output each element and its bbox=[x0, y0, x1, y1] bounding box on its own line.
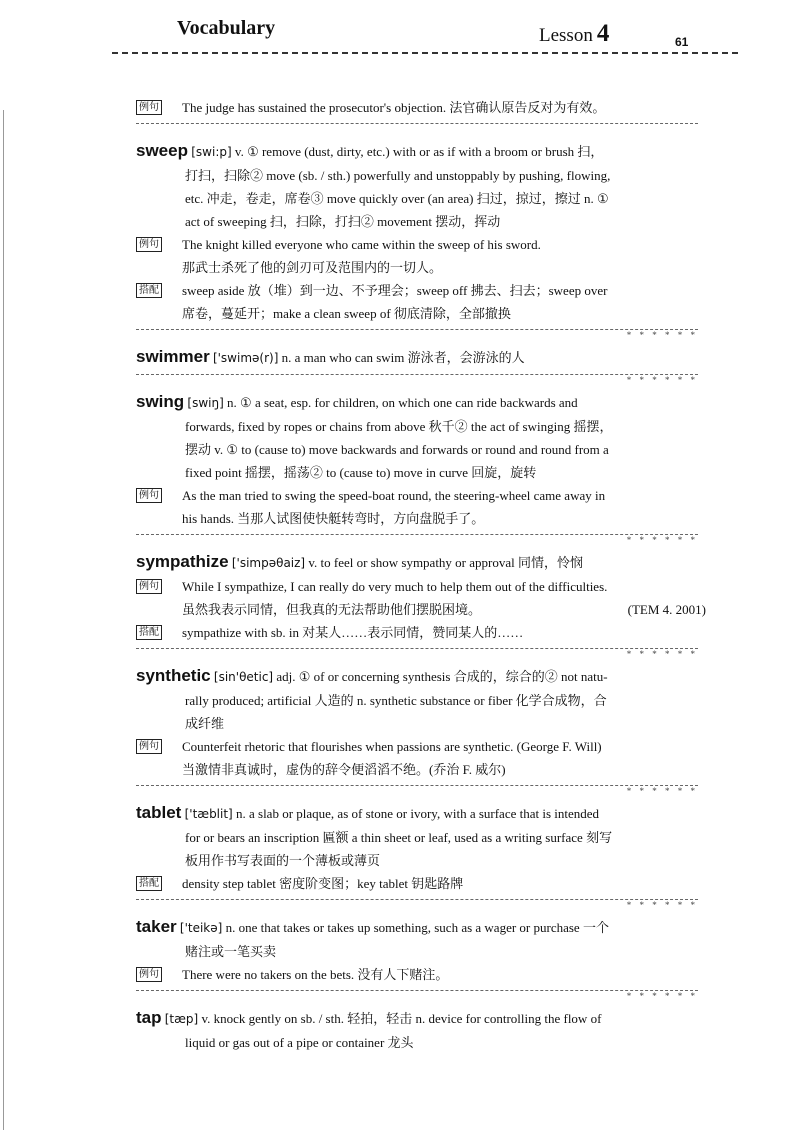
example-tag: 例句 bbox=[136, 100, 162, 115]
definition-line bbox=[136, 664, 706, 689]
entry-separator bbox=[136, 374, 698, 385]
definition-line bbox=[136, 139, 706, 164]
entry-separator bbox=[136, 534, 698, 545]
example-tag: 例句 bbox=[136, 579, 162, 594]
source-note: (TEM 4. 2001) bbox=[627, 602, 706, 617]
example-line bbox=[136, 598, 706, 621]
phonetic: ['tæblit] bbox=[184, 807, 233, 821]
example-line bbox=[136, 302, 706, 325]
example-tag: 搭配 bbox=[136, 283, 162, 298]
definition-line bbox=[136, 210, 706, 233]
definition-line bbox=[136, 415, 706, 438]
example-text: The knight killed everyone who came within the sweep of his sword. bbox=[182, 237, 541, 252]
separator-stars: * * * * * * bbox=[626, 330, 698, 340]
definition-text: act of sweeping 扫，扫除，打扫② movement 摆动，挥动 bbox=[185, 214, 501, 229]
definition-line bbox=[136, 1031, 706, 1054]
page-header bbox=[0, 0, 800, 70]
headword: tablet bbox=[136, 803, 182, 822]
definition-text: for or bears an inscription 匾额 a thin sheet or leaf, used as a writing surface 刻写 bbox=[185, 830, 613, 845]
example-text: sweep aside 放（堆）到一边、不予理会；sweep off 拂去、扫去；sweep over bbox=[182, 283, 608, 298]
example-line bbox=[136, 507, 706, 530]
phonetic: [sin'θetic] bbox=[213, 670, 274, 684]
example-line bbox=[136, 735, 706, 758]
example-text: sympathize with sb. in 对某人……表示同情，赞同某人的…… bbox=[182, 625, 524, 640]
definition-line bbox=[136, 940, 706, 963]
definition-text: 赌注或一笔买卖 bbox=[185, 944, 277, 959]
example-line bbox=[136, 484, 706, 507]
phonetic: [swiŋ] bbox=[187, 396, 224, 410]
headword: tap bbox=[136, 1008, 162, 1027]
definition-line bbox=[136, 187, 706, 210]
example-tag: 例句 bbox=[136, 237, 162, 252]
entry-separator bbox=[136, 123, 698, 131]
definition-line bbox=[136, 550, 706, 575]
separator-stars: * * * * * * bbox=[626, 900, 698, 910]
definition-text: v. to feel or show sympathy or approval 同情，怜悯 bbox=[308, 555, 583, 570]
example-line bbox=[136, 233, 706, 256]
definition-text: 板用作书写表面的一个薄板或薄页 bbox=[185, 853, 381, 868]
headword: sweep bbox=[136, 141, 188, 160]
entry-separator bbox=[136, 899, 698, 910]
separator-stars: * * * * * * bbox=[626, 375, 698, 385]
definition-line bbox=[136, 849, 706, 872]
entry-swing bbox=[136, 390, 706, 530]
phonetic: ['teikə] bbox=[179, 921, 223, 935]
definition-text: forwards, fixed by ropes or chains from above 秋千② the act of swinging 摇摆， bbox=[185, 419, 613, 434]
definition-text: fixed point 摇摆，摇荡② to (cause to) move in curve 回旋，旋转 bbox=[185, 465, 537, 480]
definition-text: etc. 冲走，卷走，席卷③ move quickly over (an area) 扫过，掠过，擦过 n. ① bbox=[185, 191, 609, 206]
definition-line bbox=[136, 164, 706, 187]
definition-text: v. knock gently on sb. / sth. 轻拍，轻击 n. device for controlling the flow of bbox=[201, 1011, 602, 1026]
example-tag: 例句 bbox=[136, 967, 162, 982]
entry-swimmer bbox=[136, 345, 706, 370]
example-line bbox=[136, 575, 706, 598]
entry-separator bbox=[136, 329, 698, 340]
headword: swing bbox=[136, 392, 185, 411]
example-text: his hands. 当那人试图使快艇转弯时，方向盘脱手了。 bbox=[182, 511, 485, 526]
example-tag: 例句 bbox=[136, 488, 162, 503]
entry-separator bbox=[136, 990, 698, 1001]
example-line bbox=[136, 963, 706, 986]
top-example bbox=[136, 96, 706, 119]
separator-stars: * * * * * * bbox=[626, 535, 698, 545]
separator-stars: * * * * * * bbox=[626, 649, 698, 659]
example-text: The judge has sustained the prosecutor's objection. 法官确认原告反对为有效。 bbox=[182, 100, 606, 115]
header-title: Vocabulary bbox=[177, 17, 276, 39]
definition-line bbox=[136, 915, 706, 940]
entry-synthetic bbox=[136, 664, 706, 781]
example-tag: 例句 bbox=[136, 739, 162, 754]
headword: sympathize bbox=[136, 552, 229, 571]
separator-stars: * * * * * * bbox=[626, 991, 698, 1001]
phonetic: [tæp] bbox=[164, 1012, 199, 1026]
definition-text: 摆动 v. ① to (cause to) move backwards and forwards or round and round from a bbox=[185, 442, 609, 457]
entry-tablet bbox=[136, 801, 706, 895]
example-line bbox=[136, 872, 706, 895]
definition-line bbox=[136, 438, 706, 461]
example-text: 虽然我表示同情，但我真的无法帮助他们摆脱困境。 bbox=[182, 602, 482, 617]
lesson-label: Lesson bbox=[539, 25, 593, 46]
definition-line bbox=[136, 801, 706, 826]
definition-text: 打扫，扫除② move (sb. / sth.) powerfully and unstoppably by pushing, flowing, bbox=[185, 168, 611, 183]
page-number: 61 bbox=[675, 35, 689, 49]
example-text: density step tablet 密度阶变图；key tablet 钥匙路牌 bbox=[182, 876, 464, 891]
example-text: 当激情非真诚时，虚伪的辞令便滔滔不绝。(乔治 F. 威尔) bbox=[182, 762, 506, 777]
header-divider bbox=[112, 52, 738, 54]
definition-text: n. one that takes or takes up something, such as a wager or purchase 一个 bbox=[225, 920, 609, 935]
phonetic: [swi:p] bbox=[191, 145, 232, 159]
definition-text: adj. ① of or concerning synthesis 合成的，综合的② not natu- bbox=[276, 669, 608, 684]
headword: synthetic bbox=[136, 666, 211, 685]
example-tag: 搭配 bbox=[136, 876, 162, 891]
definition-text: 成纤维 bbox=[185, 716, 225, 731]
example-line bbox=[136, 256, 706, 279]
definition-text: n. a man who can swim 游泳者，会游泳的人 bbox=[281, 350, 525, 365]
definition-line bbox=[136, 1006, 706, 1031]
definition-line bbox=[136, 345, 706, 370]
definition-text: v. ① remove (dust, dirty, etc.) with or as if with a broom or brush 扫， bbox=[234, 144, 604, 159]
separator-stars: * * * * * * bbox=[626, 786, 698, 796]
definition-line bbox=[136, 689, 706, 712]
definition-text: n. a slab or plaque, as of stone or ivory, with a surface that is intended bbox=[235, 806, 600, 821]
example-text: There were no takers on the bets. 没有人下赌注。 bbox=[182, 967, 449, 982]
entry-taker bbox=[136, 915, 706, 986]
entry-separator bbox=[136, 648, 698, 659]
margin-line bbox=[3, 110, 4, 1130]
example-tag: 搭配 bbox=[136, 625, 162, 640]
definition-line bbox=[136, 826, 706, 849]
phonetic: ['simpəθaiz] bbox=[231, 556, 306, 570]
example-text: Counterfeit rhetoric that flourishes when passions are synthetic. (George F. Will) bbox=[182, 739, 602, 754]
entry-tap bbox=[136, 1006, 706, 1054]
lesson-number: 4 bbox=[596, 20, 610, 47]
example-text: As the man tried to swing the speed-boat round, the steering-wheel came away in bbox=[182, 488, 606, 503]
definition-line bbox=[136, 712, 706, 735]
entry-separator bbox=[136, 785, 698, 796]
example-line bbox=[136, 758, 706, 781]
example-text: 那武士杀死了他的剑刃可及范围内的一切人。 bbox=[182, 260, 443, 275]
example-line bbox=[136, 621, 706, 644]
entry-sympathize bbox=[136, 550, 706, 644]
header-lesson bbox=[539, 20, 609, 48]
definition-text: liquid or gas out of a pipe or container 龙头 bbox=[185, 1035, 414, 1050]
headword: taker bbox=[136, 917, 177, 936]
definition-text: rally produced; artificial 人造的 n. synthetic substance or fiber 化学合成物，合 bbox=[185, 693, 607, 708]
definition-line bbox=[136, 390, 706, 415]
definition-line bbox=[136, 461, 706, 484]
entry-sweep bbox=[136, 139, 706, 325]
vocabulary-list bbox=[136, 96, 706, 1054]
example-line bbox=[136, 279, 706, 302]
example-text: 席卷，蔓延开；make a clean sweep of 彻底清除，全部撤换 bbox=[182, 306, 511, 321]
headword: swimmer bbox=[136, 347, 210, 366]
phonetic: ['swimə(r)] bbox=[212, 351, 279, 365]
definition-text: n. ① a seat, esp. for children, on which one can ride backwards and bbox=[227, 395, 578, 410]
example-text: While I sympathize, I can really do very much to help them out of the difficulties. bbox=[182, 579, 608, 594]
